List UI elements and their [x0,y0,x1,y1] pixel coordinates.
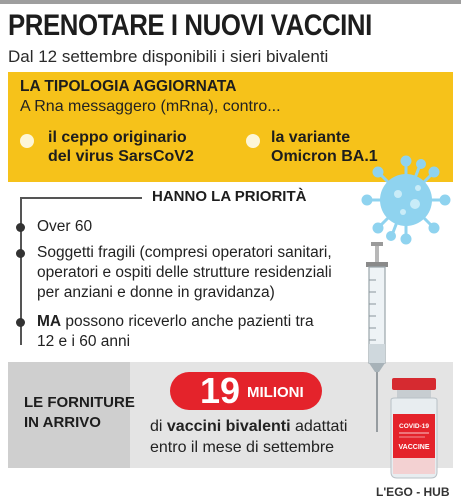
option-line: la variante [271,129,351,146]
tipologia-intro: A Rna messaggero (mRna), contro... [20,98,281,115]
forniture-label-line: IN ARRIVO [24,414,101,431]
page-title: PRENOTARE I NUOVI VACCINI [8,9,372,42]
virus-icon [363,157,449,243]
priority-line: operatori e ospiti delle strutture residenziali [37,264,332,281]
forniture-text-line2: entro il mese di settembre [150,439,335,456]
syringe-icon [366,242,388,432]
priority-bold-word: MA [37,313,62,330]
priority-line: per anziani e donne in gravidanza) [37,284,275,301]
priority-line: Soggetti fragili (compresi operatori sanitari, [37,244,332,261]
credit: L'EGO - HUB [376,485,450,499]
option-line: del virus SarsCoV2 [48,148,194,165]
vial-label-bottom: VACCINE [398,444,430,451]
forniture-text-prefix: di [150,418,167,435]
option-line: il ceppo originario [48,129,187,146]
doses-number: 19 [200,370,241,411]
page-subtitle: Dal 12 settembre disponibili i sieri bivalenti [8,47,329,66]
priority-line: 12 e i 60 anni [37,333,131,350]
doses-unit: MILIONI [247,384,304,401]
priority-heading: HANNO LA PRIORITÀ [152,188,307,205]
option-line: Omicron BA.1 [271,148,378,165]
vial-label-top: COVID-19 [399,423,429,430]
priority-line: Over 60 [37,218,93,235]
vaccine-vial-icon [391,378,437,478]
priority-line: possono riceverlo anche pazienti tra [61,313,314,330]
forniture-label-line: LE FORNITURE [24,394,135,411]
forniture-text-suffix: adattati [290,418,348,435]
forniture-text-bold: vaccini bivalenti [166,418,291,435]
tipologia-heading: LA TIPOLOGIA AGGIORNATA [20,78,237,95]
